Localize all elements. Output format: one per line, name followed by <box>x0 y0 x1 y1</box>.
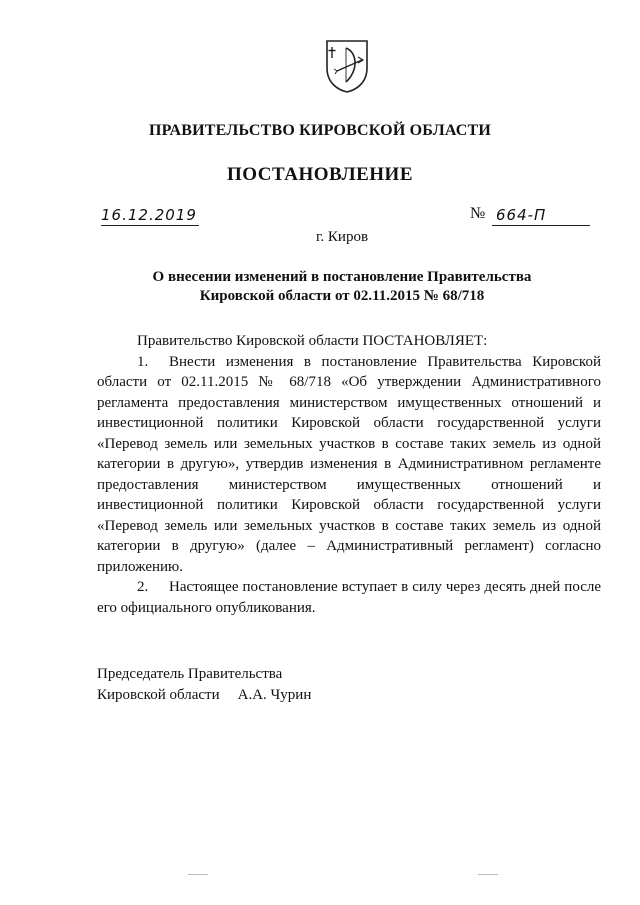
document-number: 664-П <box>492 206 590 226</box>
document-body <box>97 331 601 618</box>
signatory-title: Председатель Правительства <box>97 666 283 682</box>
coat-of-arms-emblem <box>324 38 370 94</box>
signature-block <box>97 664 311 706</box>
signatory-region: Кировской области <box>97 687 220 703</box>
item-number: 2. <box>137 579 149 595</box>
preamble: Правительство Кировской области ПОСТАНОВЛЯЕТ: <box>137 333 488 349</box>
issue-city: г. Киров <box>315 229 369 245</box>
resolution-item <box>97 577 601 618</box>
scan-mark <box>478 874 498 875</box>
document-subject <box>0 268 640 306</box>
signatory-name: А.А. Чурин <box>237 687 312 703</box>
item-text: Внести изменения в постановление Правительства Кировской области от 02.11.2015 № 68/718 «Об утверждении Административного регламента предоставления министерством имущественных отношений и инвестиционной политики Кировской области государственной услуги «Перевод земель или земельных участков в составе таких земель из одной категории в другую», утвердив изменения в Административном регламенте предоставления министерством имущественных отношений и инвестиционной политики Кировской области государственной услуги «Перевод земель или земельных участков в составе таких земель из одной категории в другую» (далее – Административный регламент) согласно приложению. <box>97 353 601 575</box>
subject-line: О внесении изменений в постановление Правительства <box>152 269 532 285</box>
document-type-title: ПОСТАНОВЛЕНИЕ <box>226 164 414 185</box>
subject-line: Кировской области от 02.11.2015 № 68/718 <box>199 288 485 304</box>
item-number: 1. <box>137 353 149 370</box>
item-text: Настоящее постановление вступает в силу через десять дней после его официального опубликования. <box>97 579 601 616</box>
document-date: 16.12.2019 <box>101 206 199 226</box>
signatory-line <box>97 685 311 706</box>
number-sign: № <box>470 205 486 222</box>
scan-mark <box>188 874 208 875</box>
resolution-item <box>97 352 601 578</box>
issuing-authority: ПРАВИТЕЛЬСТВО КИРОВСКОЙ ОБЛАСТИ <box>148 122 492 139</box>
